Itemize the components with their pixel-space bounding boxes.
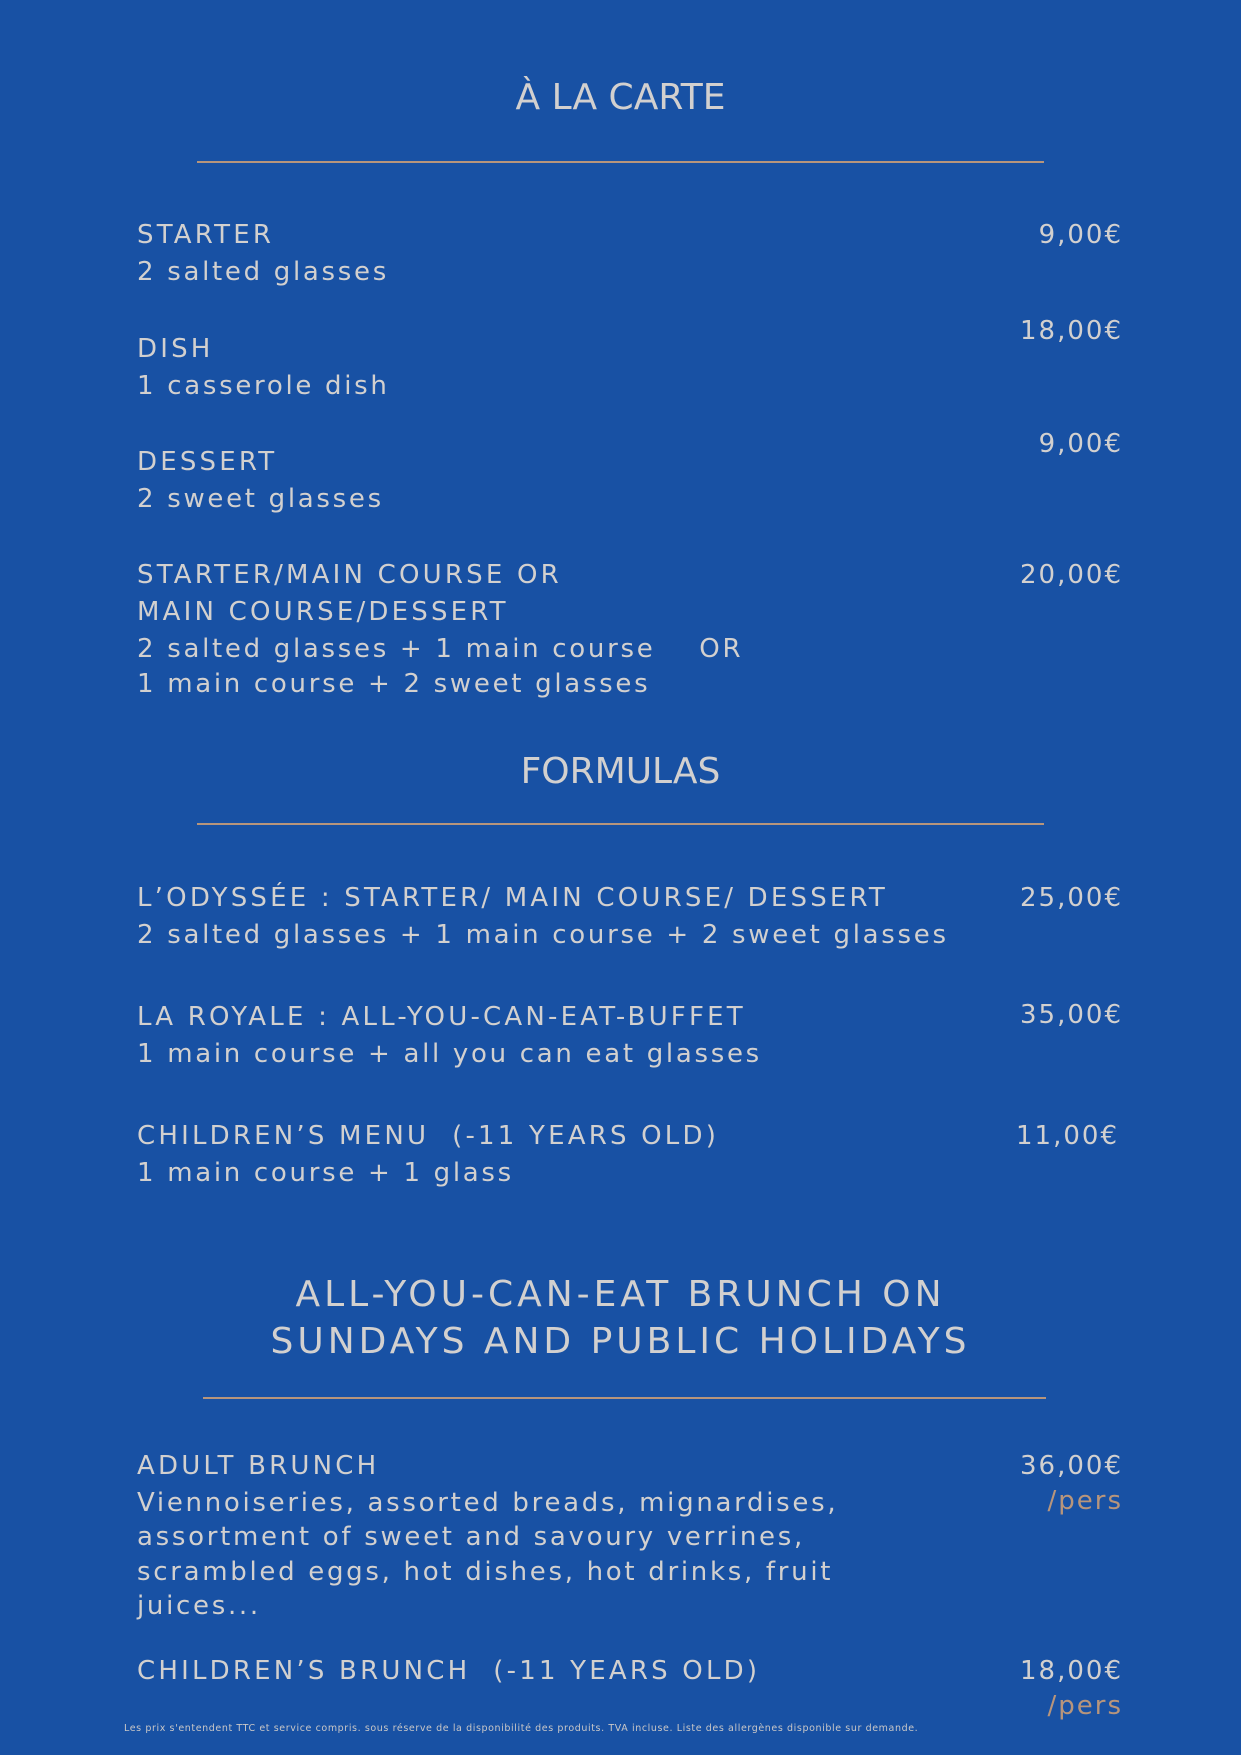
item-description: 2 salted glasses	[137, 257, 389, 287]
item-name: CHILDREN’S BRUNCH (-11 YEARS OLD)	[137, 1656, 761, 1686]
item-price: 11,00€	[1016, 1121, 1119, 1151]
item-price: 20,00€	[1020, 560, 1123, 590]
item-description: scrambled eggs, hot dishes, hot drinks, fruit	[137, 1557, 834, 1587]
divider	[197, 161, 1044, 163]
item-name: ADULT BRUNCH	[137, 1451, 380, 1481]
item-name: DISH	[137, 334, 214, 364]
item-price: 35,00€	[1020, 1000, 1123, 1030]
item-description: 1 main course + all you can eat glasses	[137, 1039, 762, 1069]
item-name: CHILDREN’S MENU (-11 YEARS OLD)	[137, 1121, 720, 1151]
section-title-formulas: FORMULAS	[520, 751, 721, 792]
item-description: 2 salted glasses + 1 main course + 2 sweet glasses	[137, 920, 949, 950]
section-title-a-la-carte: À LA CARTE	[515, 77, 726, 118]
item-description: 1 main course + 1 glass	[137, 1158, 514, 1188]
price-unit: /pers	[1047, 1486, 1123, 1516]
section-title-brunch: SUNDAYS AND PUBLIC HOLIDAYS	[270, 1321, 971, 1362]
item-name: STARTER	[137, 220, 275, 250]
item-description: juices...	[137, 1591, 261, 1621]
item-description: 2 salted glasses + 1 main course OR	[137, 634, 744, 664]
item-name: L’ODYSSÉE : STARTER/ MAIN COURSE/ DESSERT	[137, 883, 888, 913]
item-description: Viennoiseries, assorted breads, mignardises,	[137, 1488, 839, 1518]
item-price: 18,00€	[1020, 1656, 1123, 1686]
item-description: 2 sweet glasses	[137, 484, 384, 514]
price-unit: /pers	[1047, 1691, 1123, 1721]
item-name: MAIN COURSE/DESSERT	[137, 597, 509, 627]
item-name: STARTER/MAIN COURSE OR	[137, 560, 562, 590]
item-price: 9,00€	[1038, 429, 1123, 459]
item-description: 1 main course + 2 sweet glasses	[137, 669, 651, 699]
section-title-brunch: ALL-YOU-CAN-EAT BRUNCH ON	[295, 1274, 946, 1315]
item-description: assortment of sweet and savoury verrines,	[137, 1522, 805, 1552]
item-name: DESSERT	[137, 447, 278, 477]
divider	[197, 823, 1044, 825]
item-name: LA ROYALE : ALL-YOU-CAN-EAT-BUFFET	[137, 1002, 746, 1032]
item-price: 36,00€	[1020, 1451, 1123, 1481]
legal-footnote: Les prix s'entendent TTC et service compris. sous réserve de la disponibilité des produits. TVA incluse. Liste des allergènes disponible sur demande.	[124, 1723, 919, 1734]
item-price: 9,00€	[1038, 220, 1123, 250]
item-price: 18,00€	[1020, 316, 1123, 346]
divider	[203, 1397, 1046, 1399]
item-price: 25,00€	[1020, 883, 1123, 913]
item-description: 1 casserole dish	[137, 371, 390, 401]
